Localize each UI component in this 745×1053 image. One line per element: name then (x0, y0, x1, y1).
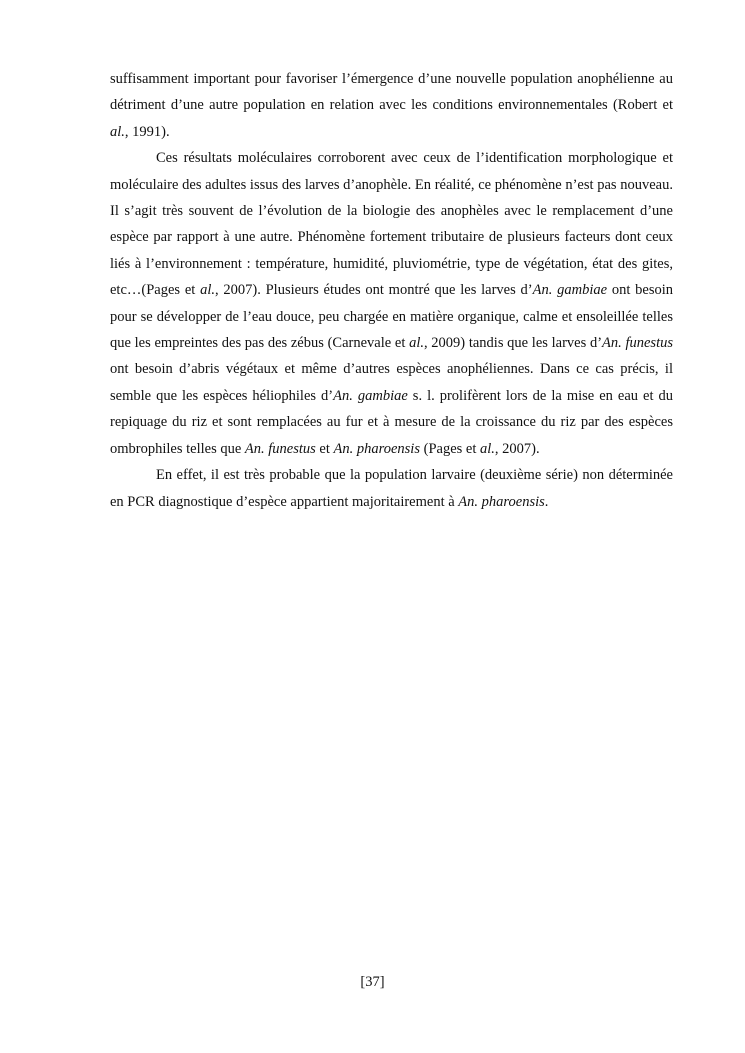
paragraph-2 (110, 145, 673, 462)
text-run: s. l. prolifèrent lors de la mise en eau et du repiquage du riz et sont remplacées au fur et à mesure de la croissance du riz par des espèces ombrophiles telles que (110, 387, 673, 457)
italic-text: An. pharoensis (333, 440, 420, 457)
italic-text: An. pharoensis (458, 493, 545, 510)
text-run: En effet, il est très probable que la population larvaire (deuxième série) non déterminée en PCR diagnostique d’espèce appartient majoritairement à (110, 467, 673, 510)
text-run: . (544, 493, 549, 510)
text-run: (Pages et (419, 440, 480, 457)
italic-text: al. (479, 440, 495, 457)
text-run: , 2007). Plusieurs études ont montré que les larves d’ (214, 282, 533, 299)
text-run: et (315, 440, 334, 457)
italic-text: al. (409, 335, 424, 352)
italic-text: An. funestus (244, 440, 316, 457)
text-run: ont besoin pour se développer de l’eau douce, peu chargée en matière organique, calme et ensoleillée telles que les empreintes des pas des zébus (Carnevale et (110, 282, 673, 352)
text-run: Ces résultats moléculaires corroborent avec ceux de l’identification morphologique et moléculaire des adultes issus des larves d’anophèle. En réalité, ce phénomène n’est pas nouveau. Il s’agit très souvent de l’évolution de la biologie des anophèles avec le remplacement d’une espèce par rapport à une autre. Phénomène fortement tributaire de plusieurs facteurs dont ceux liés à l’environnement : température, humidité, pluviométrie, type de végétation, état des gites, etc…(Pages et (110, 150, 673, 299)
italic-text: An. gambiae (333, 387, 408, 404)
text-run: , 2007). (494, 440, 540, 457)
paragraph-3 (110, 462, 673, 515)
italic-text: al. (200, 282, 215, 299)
text-run: ont besoin d’abris végétaux et même d’autres espèces anophéliennes. Dans ce cas précis, il semble que les espèces héliophiles d’ (110, 361, 673, 404)
text-run: suffisamment important pour favoriser l’émergence d’une nouvelle population anophélienne au détriment d’une autre population en relation avec les conditions environnementales (Robert et (110, 71, 673, 114)
text-run: , 2009) tandis que les larves d’ (423, 335, 603, 352)
text-run: , 1991). (124, 123, 170, 140)
italic-text: An. funestus (602, 335, 673, 352)
page-body (110, 66, 673, 515)
italic-text: al. (110, 123, 125, 140)
paragraph-1 (110, 66, 673, 145)
italic-text: An. gambiae (532, 282, 608, 299)
page-number: [37] (360, 974, 385, 990)
